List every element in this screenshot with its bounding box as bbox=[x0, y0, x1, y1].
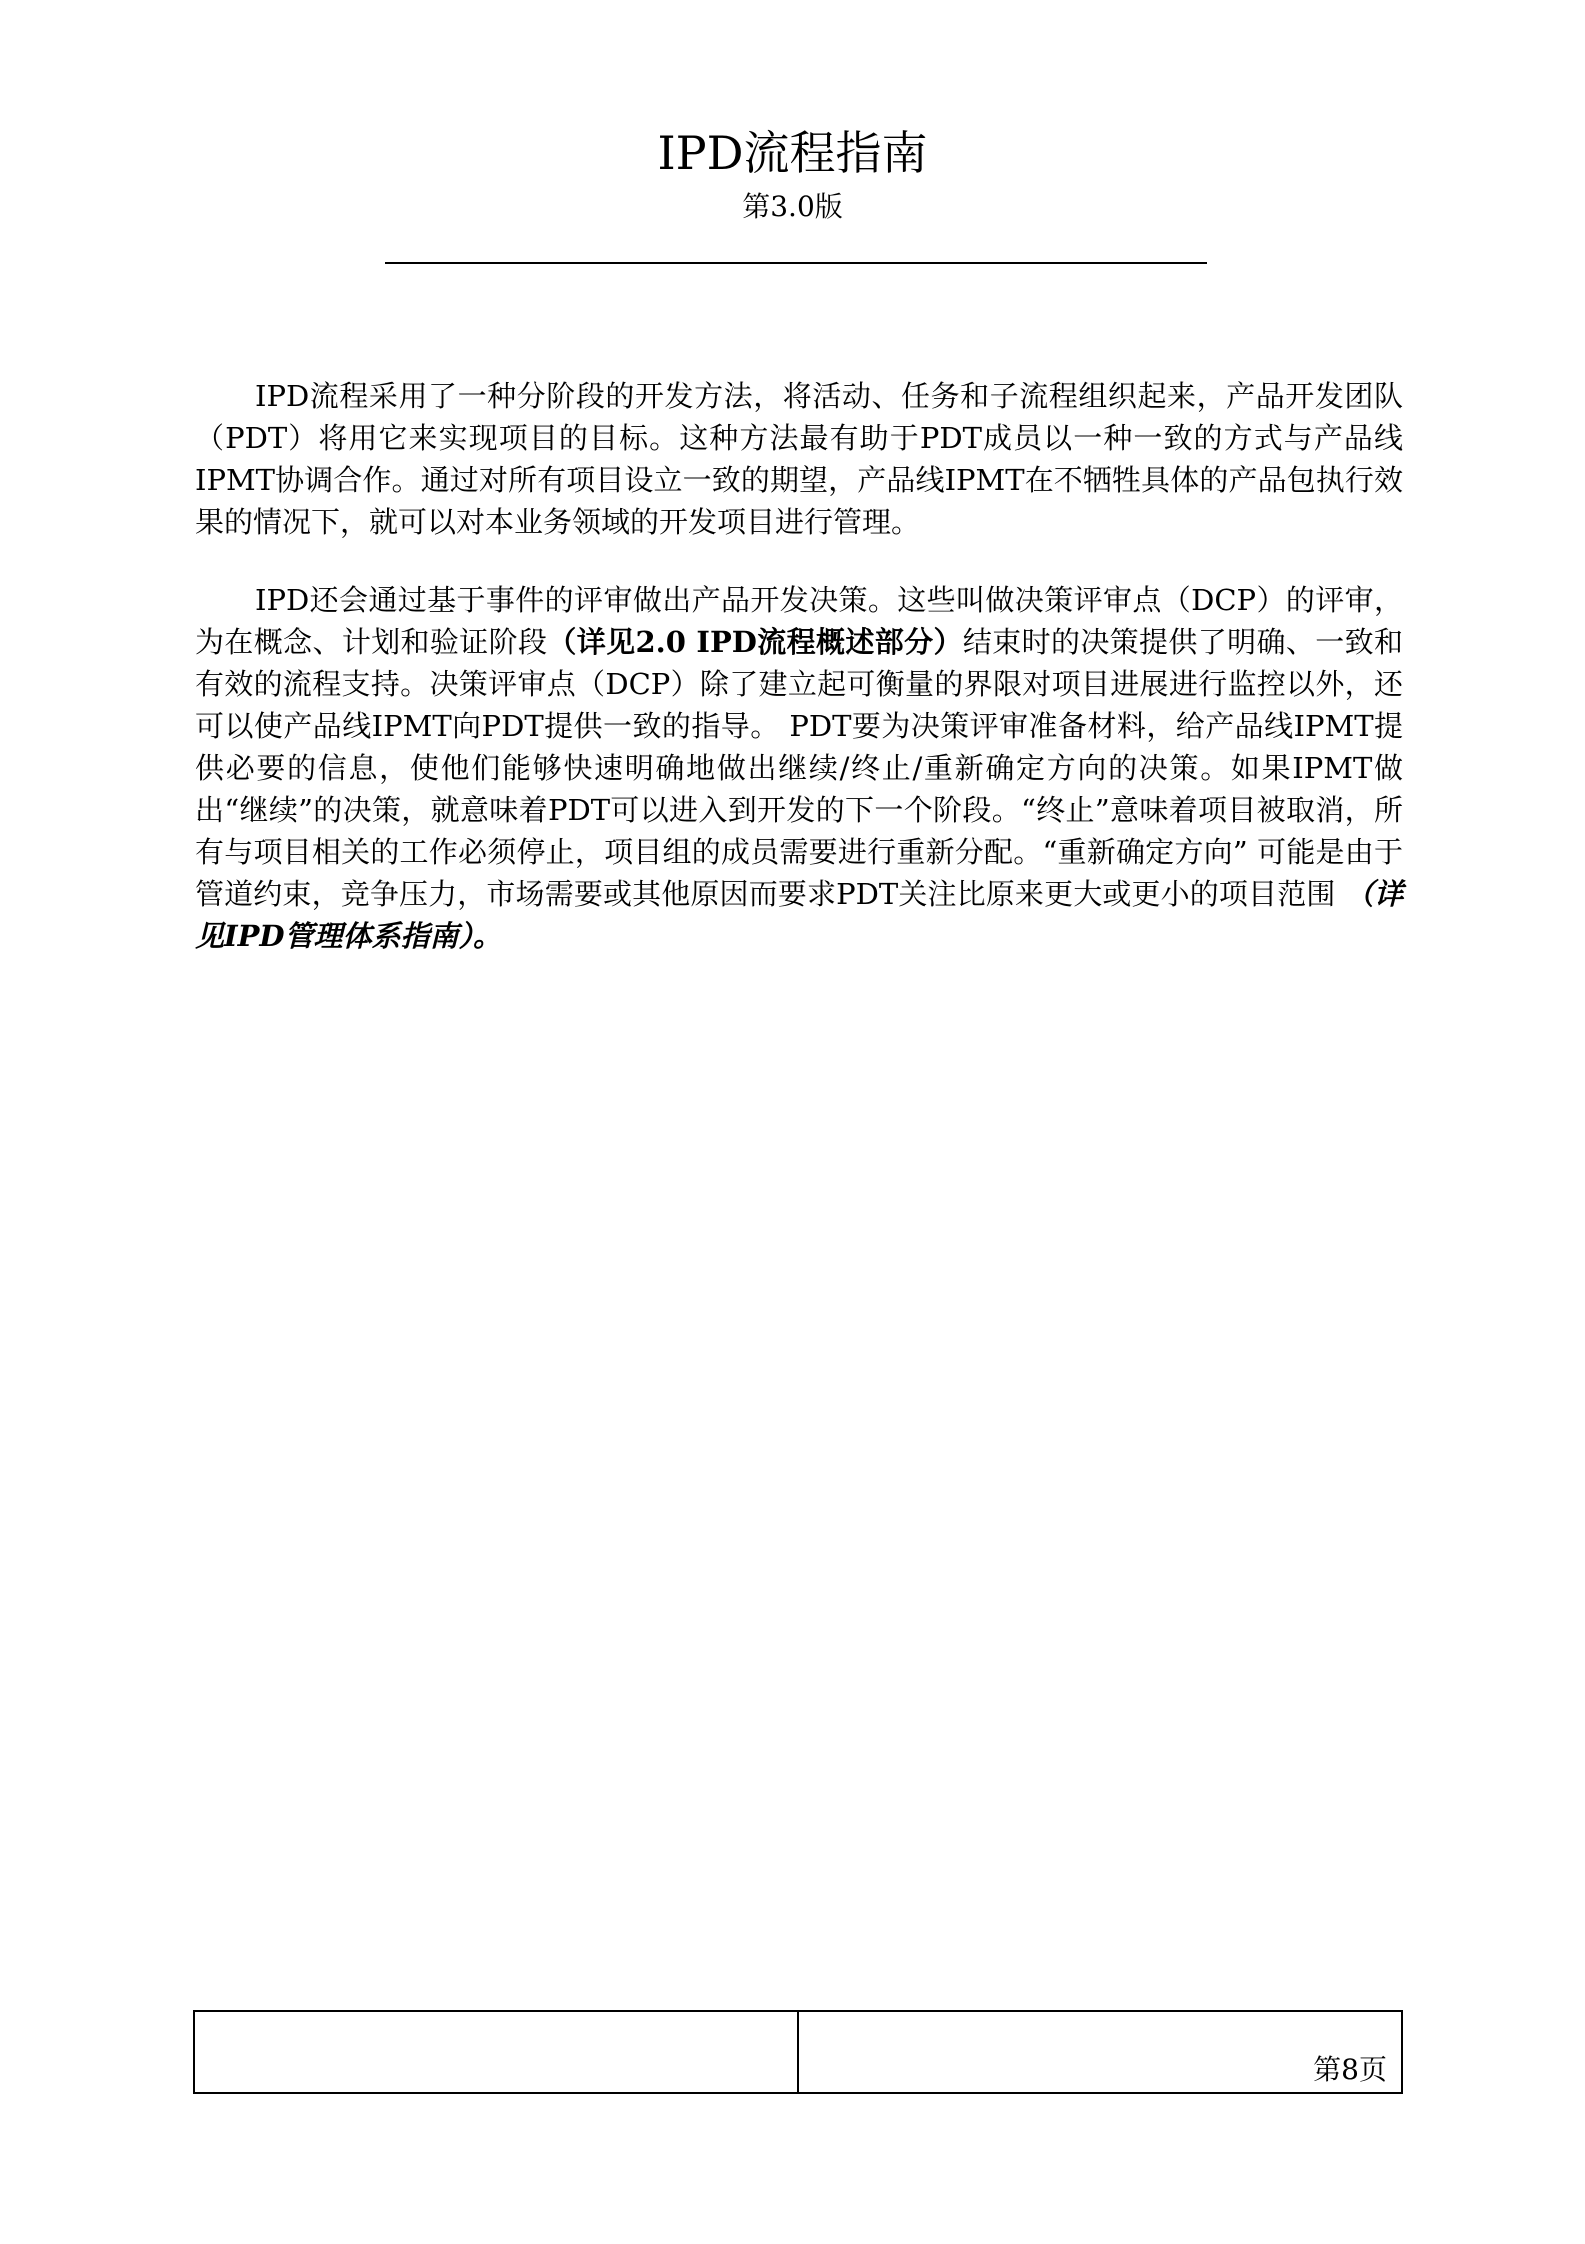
document-version: 第3.0版 bbox=[742, 190, 843, 223]
footer-cell-right bbox=[799, 2012, 1401, 2092]
footer-cell-left bbox=[195, 2012, 799, 2092]
cross-reference-ipd-overview: （详见2.0 IPD流程概述部分） bbox=[547, 625, 963, 659]
cross-reference-management-guide: （详见IPD管理体系指南）。 bbox=[195, 877, 1403, 953]
paragraph-text: IPD还会通过基于事件的评审做出产品开发决策。这些叫做决策评审点（DCP）的评审，为在概念、计划和验证阶段 bbox=[195, 583, 1403, 659]
document-title: IPD流程指南 bbox=[657, 126, 928, 180]
document-header bbox=[0, 120, 1585, 228]
paragraph-dcp-reviews bbox=[195, 579, 1403, 957]
paragraph-text: 结束时的决策提供了明确、一致和有效的流程支持。决策评审点（DCP）除了建立起可衡量的界限对项目进展进行监控以外，还可以使产品线IPMT向PDT提供一致的指导。 PDT要为决策评审准备材料，给产品线IPMT提供必要的信息，使他们能够快速明确地做出继续/终止/重新确定方向的决策。如果IPMT做出“继续”的决策，就意味着PDT可以进入到开发的下一个阶段。“终止”意味着项目被取消，所有与项目相关的工作必须停止，项目组的成员需要进行重新分配。“重新确定方向” 可能是由于管道约束，竞争压力，市场需要或其他原因而要求PDT关注比原来更大或更小的项目范围 bbox=[195, 625, 1403, 911]
header-divider bbox=[385, 262, 1207, 264]
page-number: 第8页 bbox=[1313, 2053, 1387, 2086]
page-footer-table bbox=[193, 2010, 1403, 2094]
document-body bbox=[195, 375, 1403, 993]
paragraph-ipd-overview: IPD流程采用了一种分阶段的开发方法，将活动、任务和子流程组织起来，产品开发团队（PDT）将用它来实现项目的目标。这种方法最有助于PDT成员以一种一致的方式与产品线IPMT协调合作。通过对所有项目设立一致的期望，产品线IPMT在不牺牲具体的产品包执行效果的情况下，就可以对本业务领域的开发项目进行管理。 bbox=[195, 379, 1403, 539]
